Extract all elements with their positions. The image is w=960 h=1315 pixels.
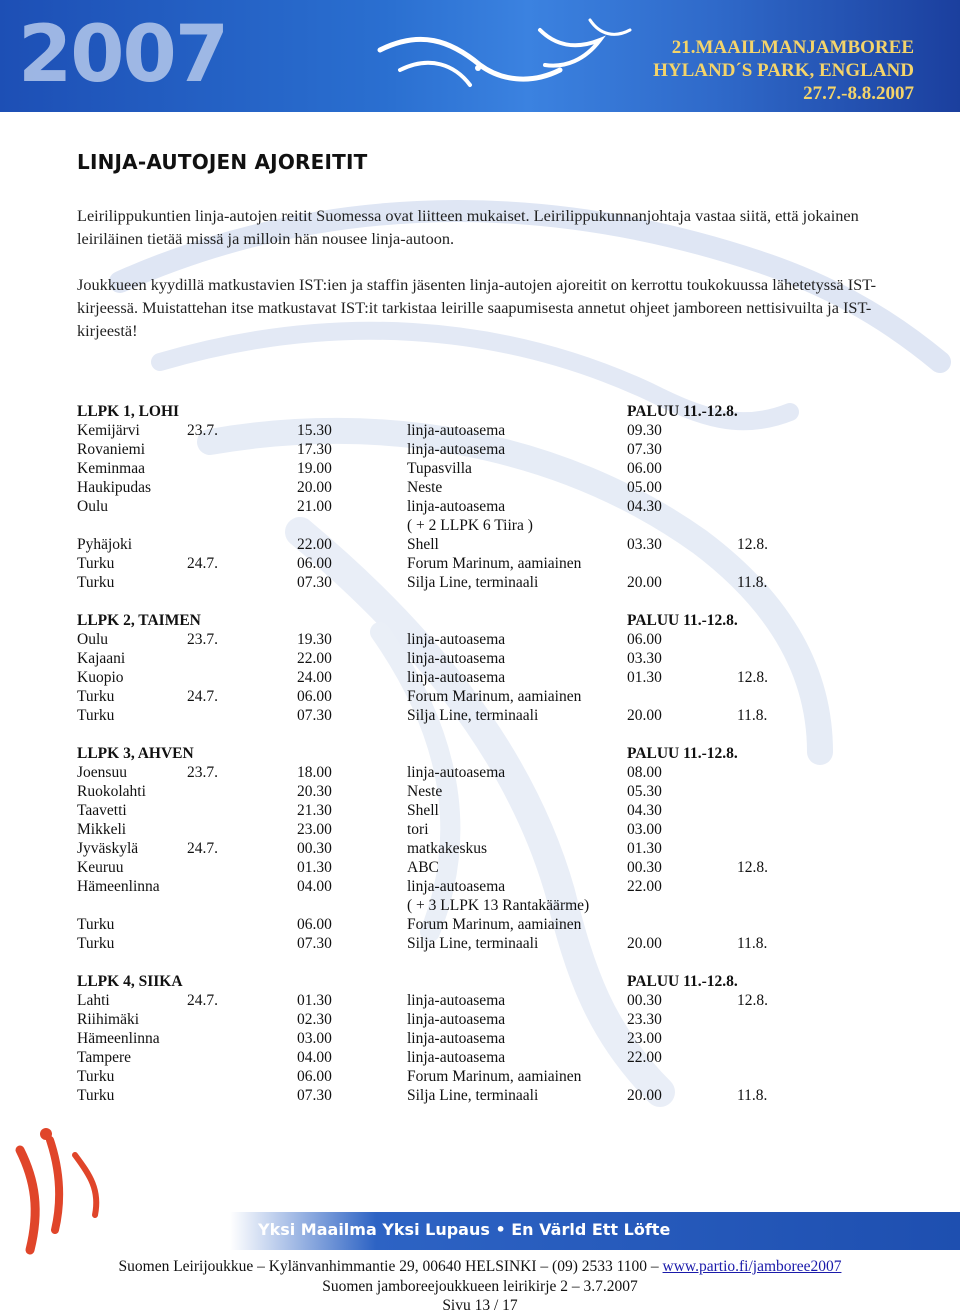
cell-return-time: 05.00: [627, 479, 662, 496]
cell-return-time: 06.00: [627, 460, 662, 477]
table-row: [77, 649, 837, 668]
cell-place: Oulu: [77, 498, 108, 515]
cell-stop: matkakeskus: [407, 840, 488, 857]
cell-time: 23.00: [297, 821, 332, 838]
route-section-siika: [77, 972, 837, 1105]
header-year: 2007: [18, 10, 228, 100]
table-row: [77, 535, 837, 554]
cell-time: 24.00: [297, 669, 332, 686]
table-row: [77, 687, 837, 706]
cell-return-time: 05.30: [627, 783, 662, 800]
return-label: PALUU 11.-12.8.: [627, 745, 738, 762]
cell-place: Lahti: [77, 992, 110, 1009]
cell-stop: ABC: [407, 859, 439, 876]
table-row: [77, 801, 837, 820]
dove-logo-icon: [0, 1120, 170, 1260]
cell-date: 23.7.: [187, 764, 218, 781]
event-title: 21.MAAILMANJAMBOREE: [671, 37, 914, 58]
cell-return-time: 01.30: [627, 669, 662, 686]
return-label: PALUU 11.-12.8.: [627, 612, 738, 629]
cell-stop: Silja Line, terminaali: [407, 935, 539, 952]
cell-place: Keuruu: [77, 859, 124, 876]
table-row: [77, 991, 837, 1010]
cell-place: Hämeenlinna: [77, 878, 160, 895]
table-row: [77, 1029, 837, 1048]
cell-time: 22.00: [297, 536, 332, 553]
cell-return-time: 20.00: [627, 574, 662, 591]
table-row: [77, 1048, 837, 1067]
table-row: [77, 440, 837, 459]
cell-stop: linja-autoasema: [407, 422, 506, 439]
cell-return-time: 09.30: [627, 422, 662, 439]
cell-stop: tori: [407, 821, 429, 838]
doves-logo-icon: [360, 10, 640, 110]
cell-date: 23.7.: [187, 422, 218, 439]
cell-place: Ruokolahti: [77, 783, 146, 800]
cell-time: 07.30: [297, 935, 332, 952]
cell-stop: linja-autoasema: [407, 498, 506, 515]
page-content: [77, 150, 917, 174]
section-name: LLPK 1, LOHI: [77, 403, 180, 420]
footer-link[interactable]: www.partio.fi/jamboree2007: [662, 1258, 842, 1275]
cell-return-time: 20.00: [627, 707, 662, 724]
cell-time: 22.00: [297, 650, 332, 667]
cell-stop: ( + 3 LLPK 13 Rantakäärme): [407, 897, 590, 914]
header-banner: [0, 0, 960, 112]
cell-return-date: 11.8.: [737, 707, 768, 724]
cell-place: Rovaniemi: [77, 441, 146, 458]
cell-time: 06.00: [297, 1068, 332, 1085]
cell-return-time: 04.30: [627, 802, 662, 819]
cell-time: 03.00: [297, 1030, 332, 1047]
intro-paragraph: Leirilippukuntien linja-autojen reitit Suomessa ovat liitteen mukaiset. Leirilippukunnanjohtaja vastaa siitä, että jokainen leiriläinen tietää missä ja milloin hän nousee linja-autoon.: [77, 206, 859, 248]
ist-paragraph: Joukkueen kyydillä matkustavien IST:ien ja staffin jäsenten linja-autojen ajoreitit on kerrottu toukokuussa lähetetyssä IST-kirjeessä. Muistattehan itse matkustavat IST:it tarkistaa leirille saapumisesta annetut ohjeet jamboreen nettisivuilta ja IST-kirjeestä!: [77, 275, 877, 340]
cell-return-date: 11.8.: [737, 935, 768, 952]
table-row: [77, 896, 837, 915]
return-label: PALUU 11.-12.8.: [627, 973, 738, 990]
cell-stop: Shell: [407, 536, 439, 553]
cell-place: Turku: [77, 555, 115, 572]
cell-return-time: 23.30: [627, 1011, 662, 1028]
cell-stop: Forum Marinum, aamiainen: [407, 916, 582, 933]
cell-time: 07.30: [297, 707, 332, 724]
cell-place: Haukipudas: [77, 479, 152, 496]
cell-return-date: 12.8.: [737, 992, 768, 1009]
cell-place: Tampere: [77, 1049, 131, 1066]
cell-time: 15.30: [297, 422, 332, 439]
cell-date: 24.7.: [187, 555, 218, 572]
table-row: [77, 1086, 837, 1105]
cell-stop: Silja Line, terminaali: [407, 1087, 539, 1104]
footer-letter: Suomen jamboreejoukkueen leirikirje 2 – 3.7.2007: [322, 1278, 638, 1295]
cell-return-date: 11.8.: [737, 574, 768, 591]
cell-stop: Neste: [407, 479, 443, 496]
cell-return-time: 08.00: [627, 764, 662, 781]
cell-time: 20.00: [297, 479, 332, 496]
table-row: [77, 839, 837, 858]
cell-place: Turku: [77, 1068, 115, 1085]
cell-return-time: 04.30: [627, 498, 662, 515]
cell-place: Turku: [77, 935, 115, 952]
cell-stop: Forum Marinum, aamiainen: [407, 555, 582, 572]
cell-return-time: 00.30: [627, 992, 662, 1009]
table-row: [77, 573, 837, 592]
cell-place: Turku: [77, 1087, 115, 1104]
cell-return-time: 22.00: [627, 1049, 662, 1066]
cell-date: 24.7.: [187, 688, 218, 705]
cell-date: 24.7.: [187, 840, 218, 857]
cell-place: Turku: [77, 574, 115, 591]
cell-stop: Shell: [407, 802, 439, 819]
cell-stop: linja-autoasema: [407, 764, 506, 781]
cell-stop: Silja Line, terminaali: [407, 707, 539, 724]
table-row: [77, 858, 837, 877]
cell-time: 07.30: [297, 574, 332, 591]
table-row: [77, 1010, 837, 1029]
cell-time: 06.00: [297, 555, 332, 572]
cell-place: Kajaani: [77, 650, 126, 667]
cell-time: 00.30: [297, 840, 332, 857]
cell-return-time: 07.30: [627, 441, 662, 458]
cell-stop: linja-autoasema: [407, 441, 506, 458]
route-section-ahven: [77, 744, 837, 953]
footer-address-text: Suomen Leirijoukkue – Kylänvanhimmantie 29, 00640 HELSINKI – (09) 2533 1100 –: [118, 1258, 663, 1275]
route-section-lohi: [77, 402, 837, 592]
section-name: LLPK 4, SIIKA: [77, 973, 183, 990]
route-section-taimen: [77, 611, 837, 725]
cell-time: 19.00: [297, 460, 332, 477]
cell-return-time: 00.30: [627, 859, 662, 876]
cell-stop: ( + 2 LLPK 6 Tiira ): [407, 517, 533, 534]
cell-stop: linja-autoasema: [407, 669, 506, 686]
cell-time: 04.00: [297, 878, 332, 895]
table-row: [77, 630, 837, 649]
table-row: [77, 516, 837, 535]
cell-place: Turku: [77, 707, 115, 724]
cell-stop: linja-autoasema: [407, 650, 506, 667]
cell-return-time: 03.30: [627, 536, 662, 553]
cell-place: Jyväskylä: [77, 840, 139, 857]
cell-time: 02.30: [297, 1011, 332, 1028]
cell-place: Mikkeli: [77, 821, 127, 838]
cell-return-time: 20.00: [627, 935, 662, 952]
table-row: [77, 782, 837, 801]
cell-place: Kemijärvi: [77, 422, 140, 439]
table-row: [77, 763, 837, 782]
cell-place: Taavetti: [77, 802, 127, 819]
cell-stop: linja-autoasema: [407, 1011, 506, 1028]
cell-return-time: 03.00: [627, 821, 662, 838]
table-row: [77, 421, 837, 440]
cell-place: Pyhäjoki: [77, 536, 133, 553]
table-row: [77, 497, 837, 516]
cell-place: Riihimäki: [77, 1011, 139, 1028]
footer-address: [0, 1258, 960, 1276]
cell-time: 21.00: [297, 498, 332, 515]
cell-return-time: 23.00: [627, 1030, 662, 1047]
cell-place: Joensuu: [77, 764, 127, 781]
event-location: HYLAND´S PARK, ENGLAND: [653, 60, 914, 81]
section-name: LLPK 3, AHVEN: [77, 745, 194, 762]
cell-time: 18.00: [297, 764, 332, 781]
cell-stop: Tupasvilla: [407, 460, 472, 477]
cell-stop: Neste: [407, 783, 443, 800]
cell-time: 07.30: [297, 1087, 332, 1104]
cell-place: Oulu: [77, 631, 108, 648]
table-row: [77, 1067, 837, 1086]
event-dates: 27.7.-8.8.2007: [803, 83, 914, 104]
section-name: LLPK 2, TAIMEN: [77, 612, 201, 629]
table-row: [77, 820, 837, 839]
table-row: [77, 554, 837, 573]
table-row: [77, 478, 837, 497]
cell-return-time: 01.30: [627, 840, 662, 857]
cell-stop: linja-autoasema: [407, 878, 506, 895]
cell-stop: Silja Line, terminaali: [407, 574, 539, 591]
cell-return-time: 06.00: [627, 631, 662, 648]
cell-place: Turku: [77, 688, 115, 705]
table-row: [77, 915, 837, 934]
section-header: [77, 972, 837, 991]
cell-place: Hämeenlinna: [77, 1030, 160, 1047]
cell-time: 06.00: [297, 916, 332, 933]
cell-stop: Forum Marinum, aamiainen: [407, 688, 582, 705]
return-label: PALUU 11.-12.8.: [627, 403, 738, 420]
section-header: [77, 611, 837, 630]
cell-return-time: 03.30: [627, 650, 662, 667]
table-row: [77, 706, 837, 725]
cell-stop: linja-autoasema: [407, 1030, 506, 1047]
page-title: LINJA-AUTOJEN AJOREITIT: [77, 150, 368, 174]
cell-return-date: 12.8.: [737, 859, 768, 876]
cell-time: 01.30: [297, 859, 332, 876]
section-header: [77, 402, 837, 421]
cell-stop: linja-autoasema: [407, 631, 506, 648]
cell-place: Keminmaa: [77, 460, 146, 477]
event-info: [653, 36, 914, 105]
section-header: [77, 744, 837, 763]
cell-date: 24.7.: [187, 992, 218, 1009]
slogan-text: Yksi Maailma Yksi Lupaus • En Värld Ett Löfte: [258, 1220, 671, 1239]
cell-time: 06.00: [297, 688, 332, 705]
cell-time: 21.30: [297, 802, 332, 819]
cell-time: 19.30: [297, 631, 332, 648]
table-row: [77, 934, 837, 953]
cell-return-date: 12.8.: [737, 536, 768, 553]
cell-return-date: 12.8.: [737, 669, 768, 686]
cell-place: Kuopio: [77, 669, 124, 686]
cell-time: 04.00: [297, 1049, 332, 1066]
table-row: [77, 459, 837, 478]
cell-time: 01.30: [297, 992, 332, 1009]
cell-stop: linja-autoasema: [407, 992, 506, 1009]
cell-stop: linja-autoasema: [407, 1049, 506, 1066]
cell-time: 17.30: [297, 441, 332, 458]
cell-time: 20.30: [297, 783, 332, 800]
cell-date: 23.7.: [187, 631, 218, 648]
cell-place: Turku: [77, 916, 115, 933]
table-row: [77, 877, 837, 896]
footer-page-number: Sivu 13 / 17: [442, 1297, 518, 1314]
cell-return-time: 20.00: [627, 1087, 662, 1104]
cell-stop: Forum Marinum, aamiainen: [407, 1068, 582, 1085]
table-row: [77, 668, 837, 687]
cell-return-date: 11.8.: [737, 1087, 768, 1104]
cell-return-time: 22.00: [627, 878, 662, 895]
slogan-banner: [230, 1212, 960, 1250]
